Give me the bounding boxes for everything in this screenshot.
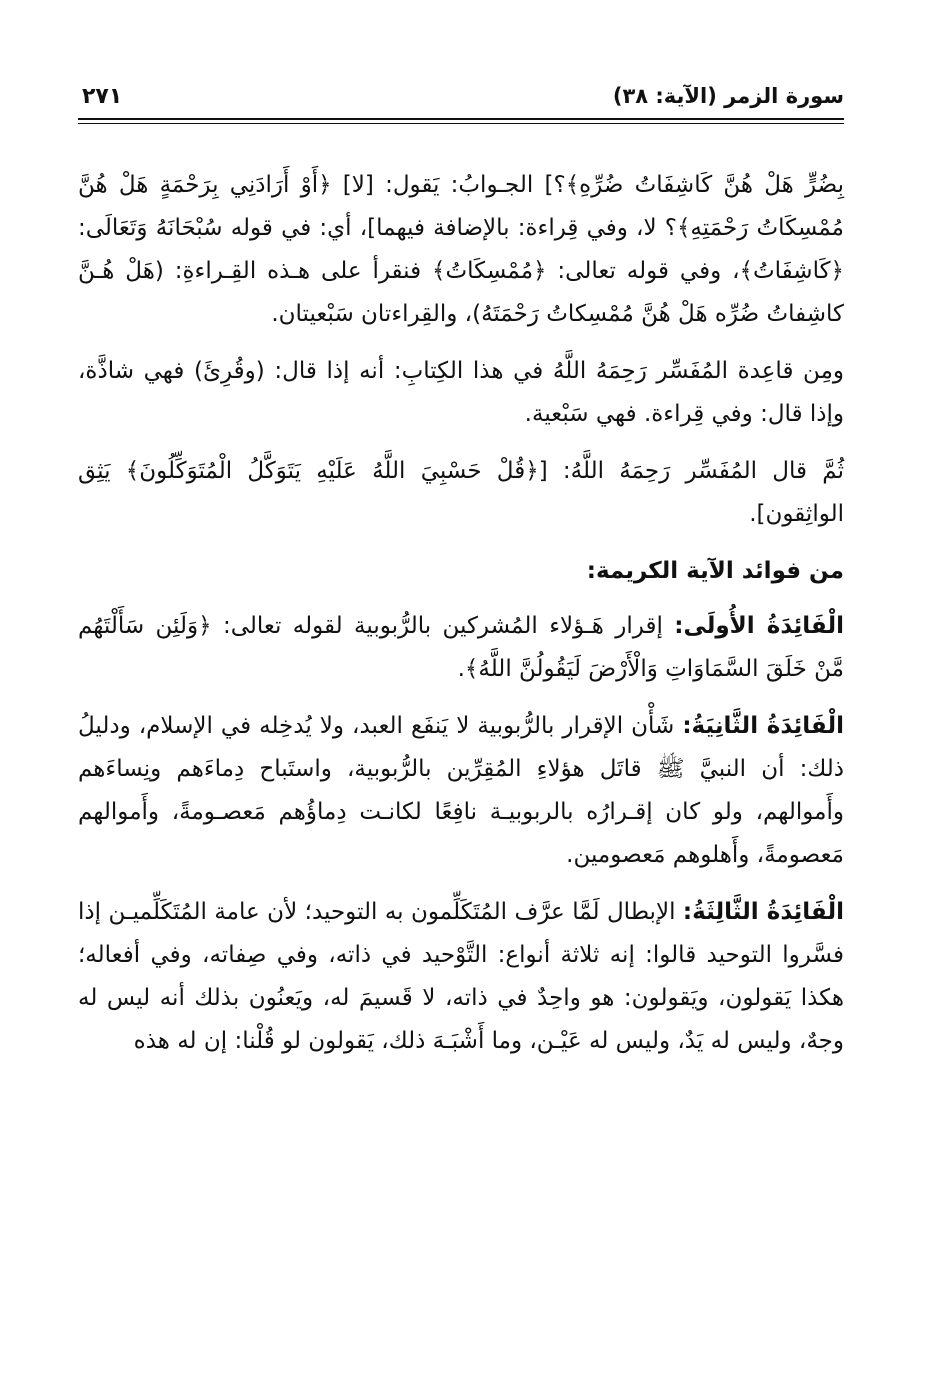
surah-title: سورة الزمر (الآية: ٣٨) <box>612 84 844 108</box>
benefit-text: إقرار هَـؤلاء المُشركين بالرُّبوبية لقوله تعالى: ﴿وَلَئِن سَأَلْتَهُم مَّنْ خَلَقَ السَّمَاوَاتِ وَالْأَرْضَ لَيَقُولُنَّ اللَّهُ﴾. <box>78 613 844 682</box>
section-heading: من فوائد الآية الكريمة: <box>586 558 844 584</box>
benefit-text: الإبطال لَمَّا عرَّف المُتَكَلِّمون به التوحيد؛ لأن عامة المُتَكَلِّميـن إذا فسَّروا التوحيد قالوا: إنه ثلاثة أنواع: التَّوْحيد في ذاته، وفي صِفاته، وفي أفعاله؛ هكذا يَقولون، ويَقولون: هو واحِدٌ في ذاته، لا قَسيمَ له، ويَعنُون بذلك أنه ليس له وجهٌ، وليس له يَدٌ، وليس له عَيْـن، وما أَشْبَـهَ ذلك، يَقولون لو قُلْنا: إن له هذه <box>78 899 844 1054</box>
running-head <box>78 84 844 118</box>
benefit-label: الْفَائِدَةُ الأُولَى: <box>674 613 844 639</box>
page-body <box>78 164 844 1077</box>
benefit-text: شَأْن الإقرار بالرُّبوبية لا يَنفَع العبد، ولا يُدخِله في الإسلام، ودليلُ ذلك: أن النبيَّ ﷺ قاتَل هؤلاءِ المُقِرِّين بالرُّبوبية، واستَباح دِماءَهم ونِساءَهم وأَموالهم، ولو كان إقـرارُه بالربوبيـة نافِعًا لكانـت دِماؤُهم مَعصـومةً، وأَموالهم مَعصومةً، وأَهلوهم مَعصومين. <box>78 713 844 868</box>
header-rule-thin <box>78 123 844 124</box>
paragraph: ثُمَّ قال المُفَسِّر رَحِمَهُ اللَّهُ: [﴿قُلْ حَسْبِيَ اللَّهُ عَلَيْهِ يَتَوَكَّلُ الْمُتَوَكِّلُونَ﴾ يَثِق الواثِقون]. <box>78 458 844 527</box>
benefit-label: الْفَائِدَةُ الثَّانِيَةُ: <box>682 713 845 739</box>
paragraph: بِضُرٍّ هَلْ هُنَّ كَاشِفَاتُ ضُرِّهِ﴾؟] الجـوابُ: يَقول: [لا] ﴿أَوْ أَرَادَنِي بِرَحْمَةٍ هَلْ هُنَّ مُمْسِكَاتُ رَحْمَتِهِ﴾؟ لا، وفي قِراءة: بالإضافة فيهما]، أي: في قوله سُبْحَانَهُ وَتَعَالَى: ﴿كَاشِفَاتُ﴾، وفي قوله تعالى: ﴿مُمْسِكَاتُ﴾ فنقرأ على هـذه القِـراءةِ: (هَلْ هُـنَّ كاشِفاتُ ضُرِّه هَلْ هُنَّ مُمْسِكاتُ رَحْمَتَهُ)، والقِراءتان سَبْعيتان. <box>78 172 844 327</box>
benefit-paragraph <box>78 705 844 877</box>
benefit-paragraph <box>78 891 844 1063</box>
benefit-label: الْفَائِدَةُ الثَّالِثَةُ: <box>682 899 844 925</box>
header-rule <box>78 118 844 120</box>
paragraph: ومِن قاعِدة المُفَسِّر رَحِمَهُ اللَّهُ في هذا الكِتابِ: أنه إذا قال: (وقُرِئَ) فهي شاذَّة، وإذا قال: وفي قِراءة. فهي سَبْعية. <box>78 358 844 427</box>
page-number: ٢٧١ <box>82 84 123 109</box>
book-page <box>78 78 844 1358</box>
benefit-paragraph <box>78 605 844 691</box>
